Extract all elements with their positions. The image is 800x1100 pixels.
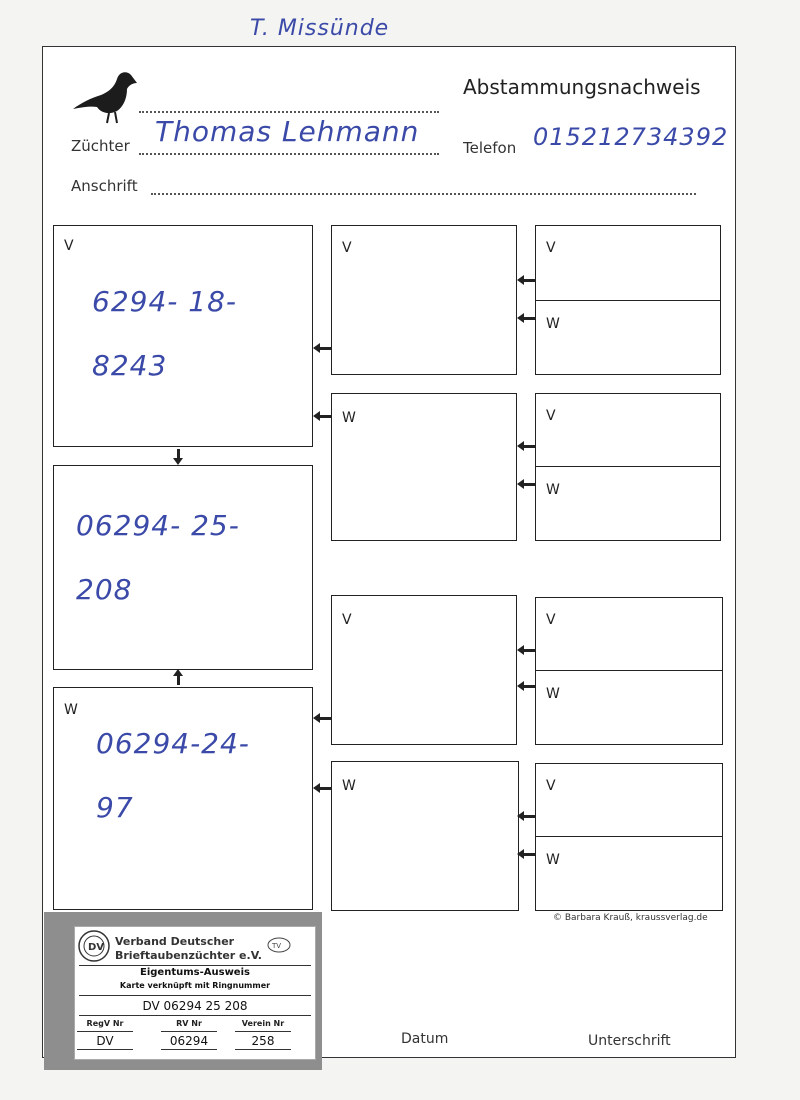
title: Abstammungsnachweis [463,75,701,99]
card-org-line1: Verband Deutscher [115,935,235,948]
svg-text:DV: DV [88,942,105,953]
breeder-label: Züchter [71,137,130,155]
father-box[interactable] [53,225,313,447]
card-rv-value: 06294 [169,1034,209,1048]
phone-value[interactable]: 015212734392 [533,123,729,151]
great-grandparent-label: W [546,686,560,702]
great-grandparent-label: W [546,316,560,332]
arrow-up-icon [177,675,180,685]
card-org-line2: Brieftaubenzüchter e.V. [115,949,262,962]
card-divider [235,1031,291,1032]
card-divider [79,995,311,996]
phone-label: Telefon [463,139,517,157]
arrow-down-icon [177,449,180,459]
grandparent-box[interactable] [331,393,517,541]
mother-box[interactable] [53,687,313,910]
great-grandparent-box[interactable] [535,225,721,375]
svg-text:TV: TV [272,942,282,950]
breeder-value[interactable]: Thomas Lehmann [155,115,420,148]
top-note: T. Missünde [250,16,390,41]
grandparent-box[interactable] [331,595,517,745]
card-title: Eigentums-Ausweis [140,967,250,978]
address-label: Anschrift [71,177,138,195]
card-verein-label: Verein Nr [241,1019,285,1028]
card-regv-label: RegV Nr [86,1019,124,1028]
pigeon-box[interactable] [53,465,313,670]
card-divider [77,1031,133,1032]
box-divider [536,300,720,301]
box-divider [536,466,720,467]
great-grandparent-label: W [546,482,560,498]
card-rv-label: RV Nr [176,1019,202,1028]
great-grandparent-label: V [546,778,556,794]
grandparent-box[interactable] [331,225,517,375]
pigeon-ring: 06294- 25- 208 [76,509,240,606]
great-grandparent-label: V [546,408,556,424]
card-divider [79,1015,311,1016]
great-grandparent-box[interactable] [535,393,721,541]
breeder-dotted-line [139,153,439,155]
box-divider [536,836,722,837]
grandparent-label: W [342,778,356,794]
date-label: Datum [401,1031,449,1047]
card-subtitle: Karte verknüpft mit Ringnummer [119,981,271,990]
box-divider [536,670,722,671]
card-divider [161,1049,217,1050]
mother-label: W [64,702,78,718]
pigeon-icon [71,67,141,127]
great-grandparent-label: V [546,240,556,256]
grandparent-label: W [342,410,356,426]
mother-ring: 06294-24- 97 [96,727,250,824]
copyright: © Barbara Krauß, kraussverlag.de [553,913,708,923]
tv-logo-icon [267,937,291,953]
great-grandparent-label: V [546,612,556,628]
signature-label: Unterschrift [588,1033,671,1049]
card-divider [235,1049,291,1050]
grandparent-label: V [342,612,352,628]
great-grandparent-label: W [546,852,560,868]
card-verein-value: 258 [251,1034,275,1048]
card-divider [77,1049,133,1050]
great-grandparent-box[interactable] [535,763,723,911]
grandparent-label: V [342,240,352,256]
dv-logo-icon [77,929,111,963]
father-label: V [64,238,74,254]
father-ring: 6294- 18- 8243 [92,285,237,382]
address-dotted-line [151,193,696,195]
great-grandparent-box[interactable] [535,597,723,745]
card-divider [79,965,311,966]
card-ring-number: DV 06294 25 208 [142,999,248,1013]
grandparent-box[interactable] [331,761,519,911]
card-divider [161,1031,217,1032]
ownership-card [44,912,322,1070]
pedigree-sheet [42,46,736,1058]
card-body [74,926,316,1060]
card-regv-value: DV [96,1034,114,1048]
logo-dotted-line [139,111,439,113]
